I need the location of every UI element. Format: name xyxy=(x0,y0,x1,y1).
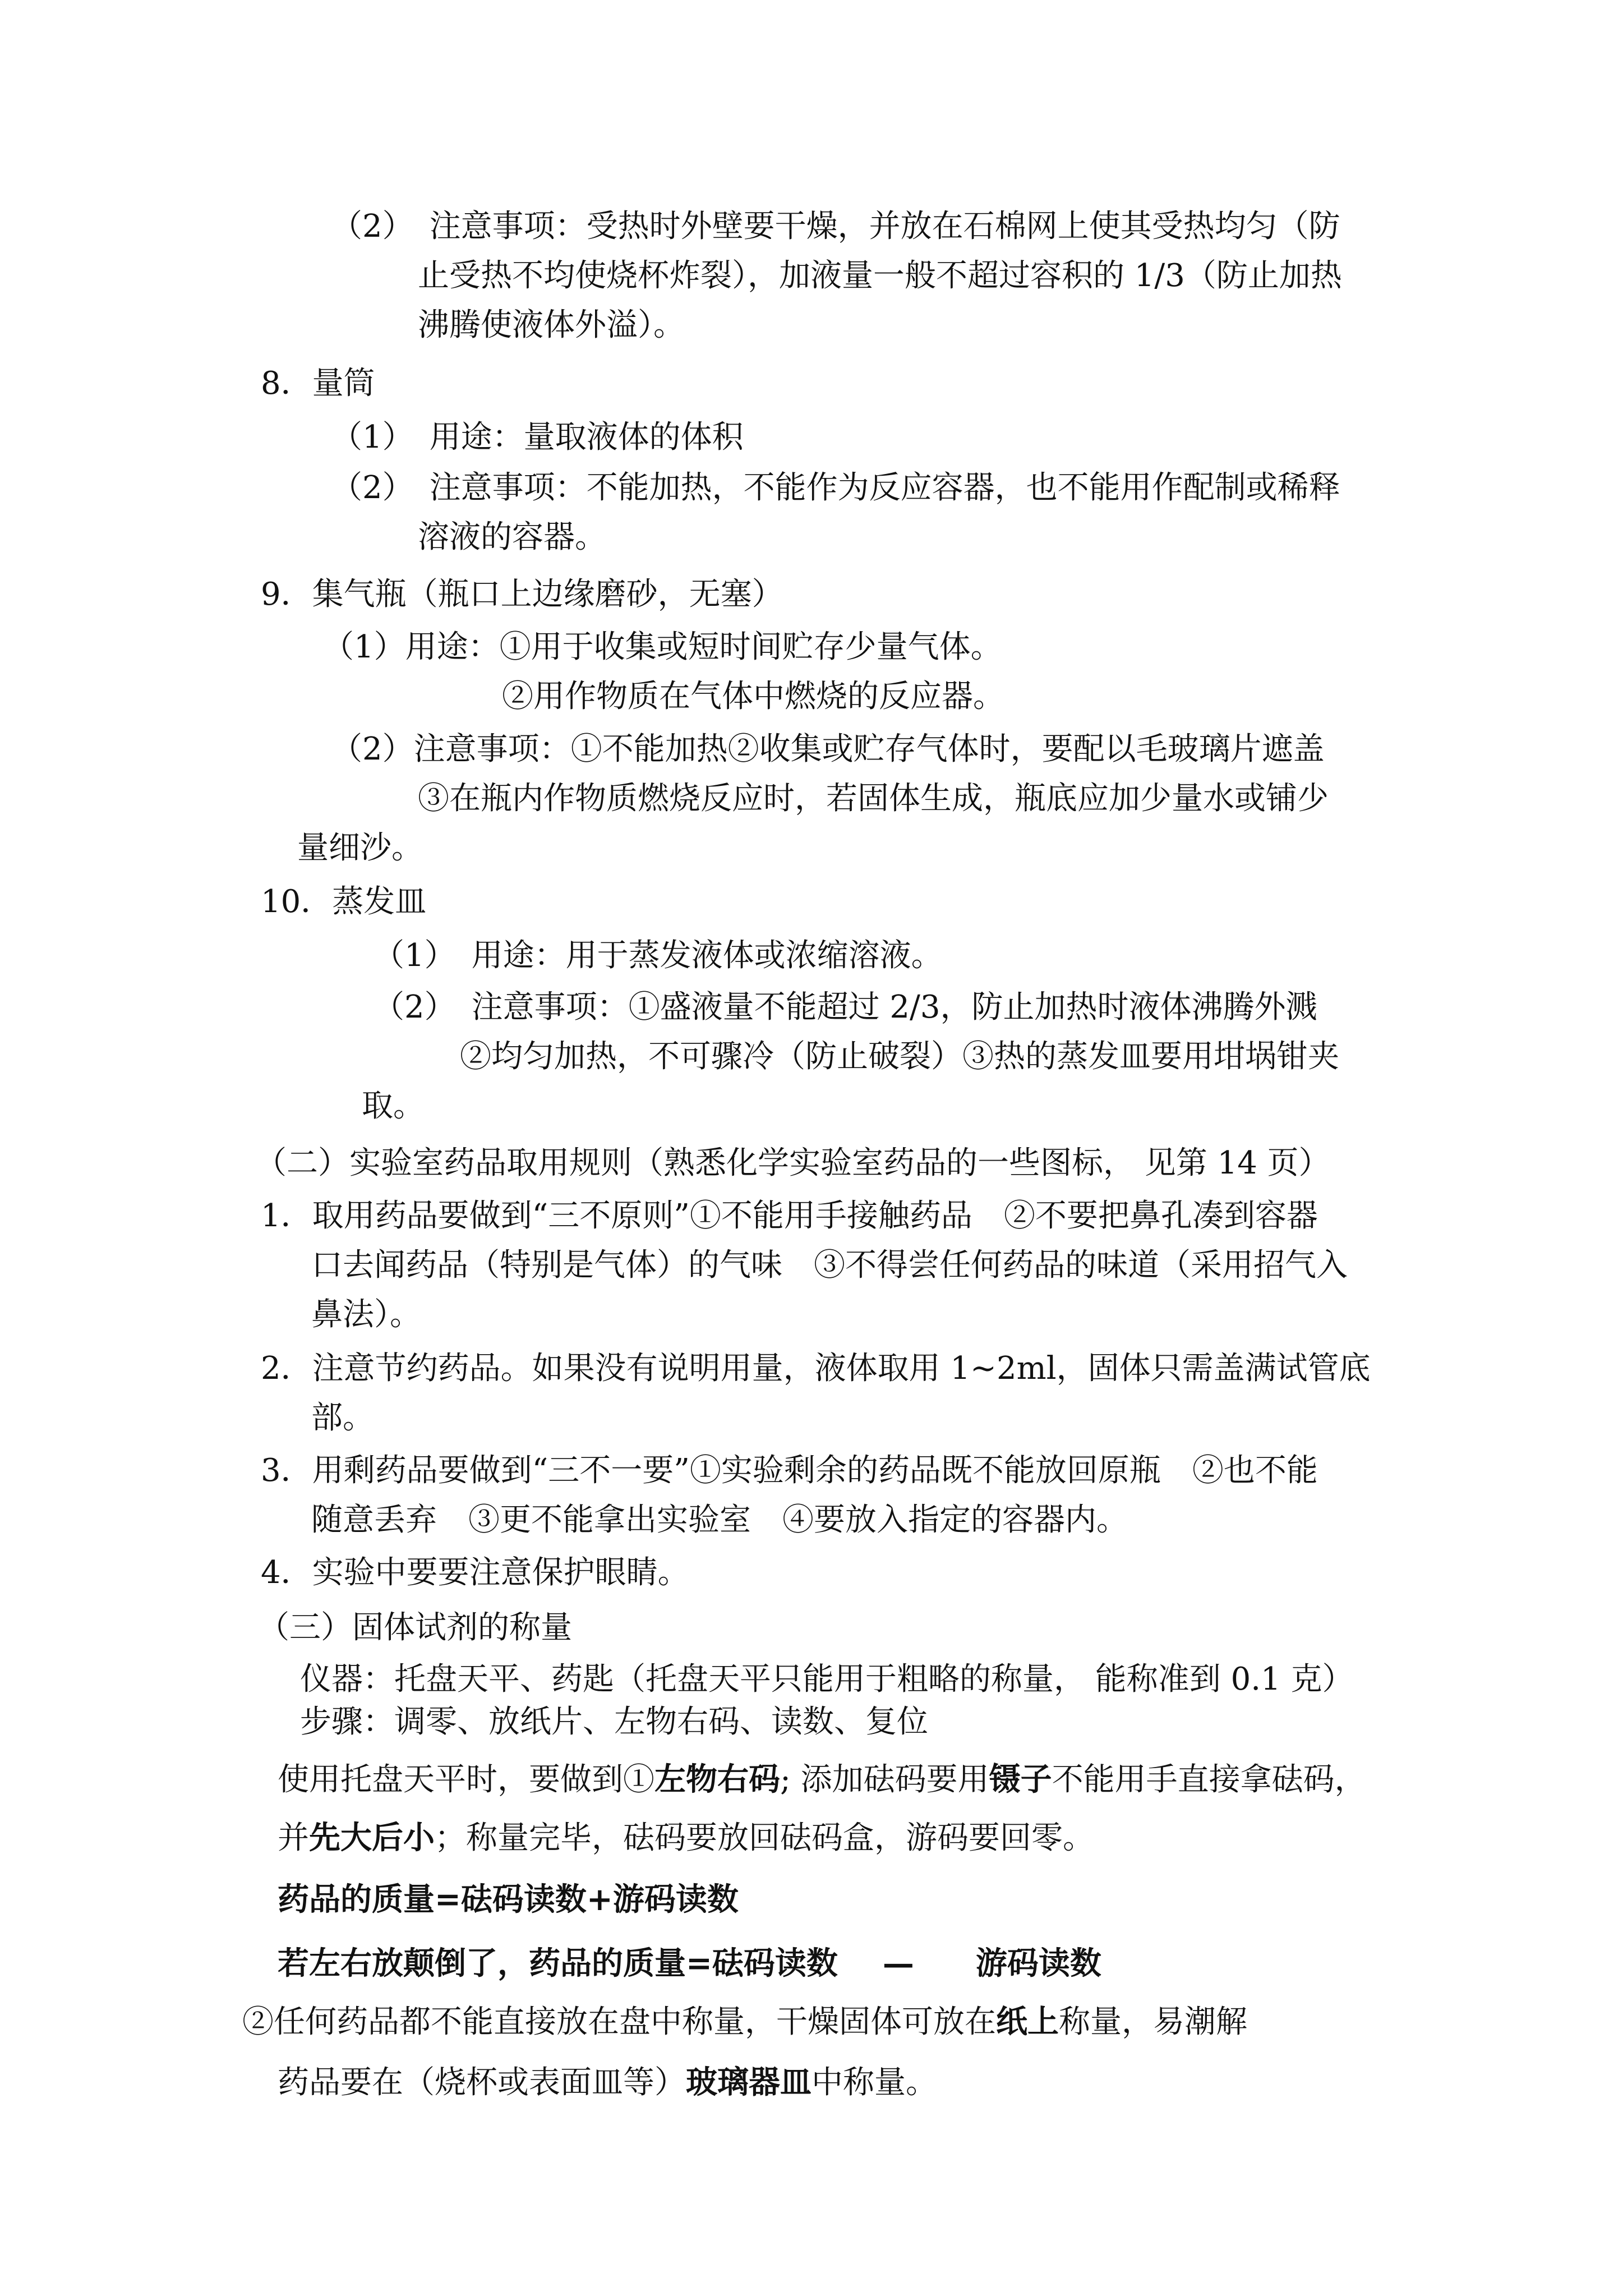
text-line: （2） 注意事项：①盛液量不能超过 2/3，防止加热时液体沸腾外溅 xyxy=(373,989,1317,1025)
text-line: （2） 注意事项：不能加热，不能作为反应容器，也不能用作配制或稀释 xyxy=(331,470,1340,506)
text-line: 部。 xyxy=(311,1400,374,1436)
text-line: 鼻法）。 xyxy=(311,1296,421,1333)
text-line: （2）注意事项：①不能加热②收集或贮存气体时，要配以毛玻璃片遮盖 xyxy=(331,731,1325,767)
balance-rule-line: 并先大后小；称量完毕，砝码要放回砝码盒，游码要回零。 xyxy=(278,1819,1094,1856)
text-line: 步骤：调零、放纸片、左物右码、读数、复位 xyxy=(300,1704,928,1740)
text-line: 1．取用药品要做到“三不原则”①不能用手接触药品 ②不要把鼻孔凑到容器 xyxy=(261,1198,1318,1234)
section-heading: 9．集气瓶（瓶口上边缘磨砂，无塞） xyxy=(261,576,783,613)
text-line: 止受热不均使烧杯炸裂），加液量一般不超过容积的 1/3（防止加热 xyxy=(418,257,1342,294)
text-line: 2．注意节约药品。如果没有说明用量，液体取用 1~2ml，固体只需盖满试管底 xyxy=(261,1350,1371,1387)
section-heading: 8．量筒 xyxy=(261,365,375,402)
text-line: （1） 用途：量取液体的体积 xyxy=(331,419,744,455)
text-line: ③在瓶内作物质燃烧反应时，若固体生成，瓶底应加少量水或铺少 xyxy=(418,780,1329,817)
text-line: 仪器：托盘天平、药匙（托盘天平只能用于粗略的称量， 能称准到 0.1 克） xyxy=(300,1661,1354,1697)
text-line: 取。 xyxy=(362,1088,425,1124)
balance-rule-line: 使用托盘天平时，要做到①左物右码; 添加砝码要用镊子不能用手直接拿砝码， xyxy=(278,1761,1366,1798)
section-heading: 10．蒸发皿 xyxy=(261,884,427,920)
text-line: （2） 注意事项：受热时外壁要干燥，并放在石棉网上使其受热均匀（防 xyxy=(331,208,1340,245)
text-line: ②任何药品都不能直接放在盘中称量，干燥固体可放在纸上称量，易潮解 xyxy=(242,2003,1247,2040)
text-line: 沸腾使液体外溢）。 xyxy=(418,307,685,343)
text-line: 口去闻药品（特别是气体）的气味 ③不得尝任何药品的味道（采用招气入 xyxy=(311,1247,1348,1283)
formula-line: 若左右放颠倒了，药品的质量=砝码读数 — 游码读数 xyxy=(278,1945,1101,1982)
text-line: 溶液的容器。 xyxy=(418,519,606,555)
text-line: 药品要在（烧杯或表面皿等）玻璃器皿中称量。 xyxy=(278,2064,937,2101)
text-line: 随意丢弃 ③更不能拿出实验室 ④要放入指定的容器内。 xyxy=(311,1502,1128,1538)
text-line: ②均匀加热，不可骤冷（防止破裂）③热的蒸发皿要用坩埚钳夹 xyxy=(460,1038,1339,1075)
formula-line: 药品的质量=砝码读数+游码读数 xyxy=(278,1881,739,1918)
section-heading: （三）固体试剂的称量 xyxy=(258,1609,572,1646)
section-heading: （二）实验室药品取用规则（熟悉化学实验室药品的一些图标， 见第 14 页） xyxy=(255,1145,1330,1181)
text-line: ②用作物质在气体中燃烧的反应器。 xyxy=(502,678,1004,715)
text-line: 量细沙。 xyxy=(297,830,423,866)
text-line: 4．实验中要要注意保护眼睛。 xyxy=(261,1554,689,1591)
text-line: （1）用途：①用于收集或短时间贮存少量气体。 xyxy=(322,629,1002,665)
text-line: （1） 用途：用于蒸发液体或浓缩溶液。 xyxy=(373,937,943,974)
text-line: 3．用剩药品要做到“三不一要”①实验剩余的药品既不能放回原瓶 ②也不能 xyxy=(261,1452,1318,1489)
